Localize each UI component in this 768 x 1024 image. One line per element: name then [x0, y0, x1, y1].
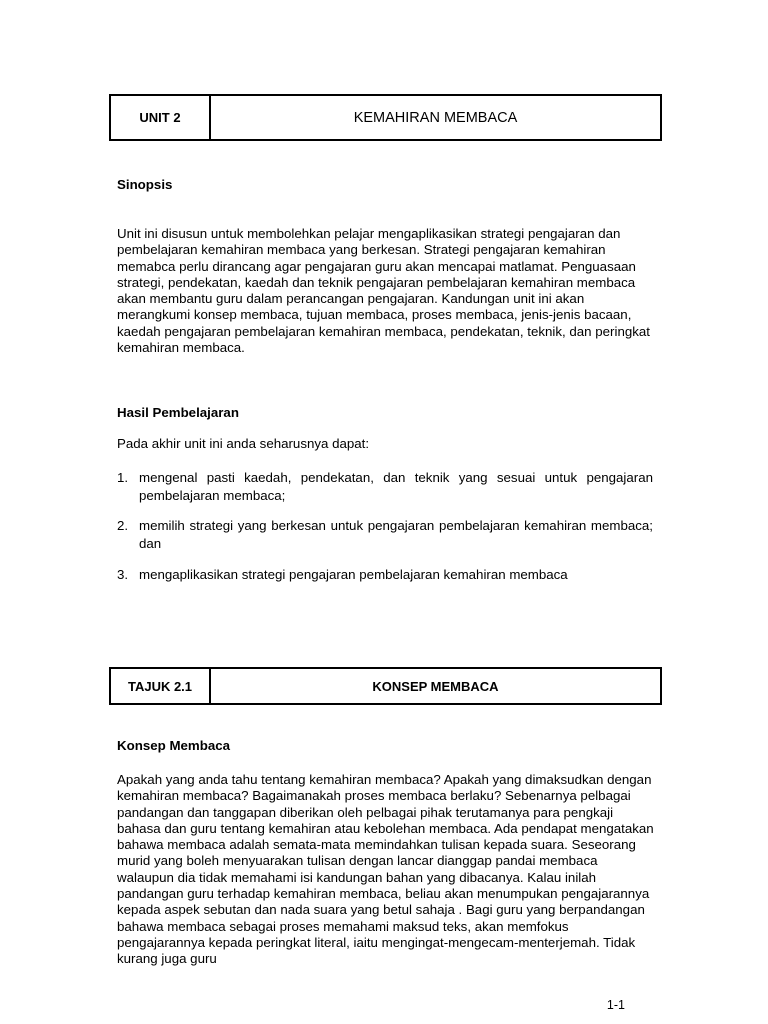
tajuk-title: KONSEP MEMBACA [372, 678, 499, 694]
list-item-number: 2. [117, 518, 129, 533]
unit-label: UNIT 2 [111, 96, 211, 139]
unit-header-box [109, 94, 662, 141]
list-item-number: 1. [117, 470, 129, 485]
sinopsis-heading: Sinopsis [117, 177, 173, 192]
learning-outcomes-list [117, 469, 653, 584]
page-number: 1-1 [606, 998, 625, 1012]
konsep-membaca-heading: Konsep Membaca [117, 738, 231, 753]
sinopsis-paragraph: Unit ini disusun untuk membolehkan pelajar mengaplikasikan strategi pengajaran dan pembelajaran kemahiran membaca yang berkesan. Strategi pengajaran kemahiran memabca perlu dirancang agar pengajaran guru akan mencapai matlamat. Penguasaan strategi, pendekatan, kaedah dan teknik pengajaran pembelajaran kemahiran membaca akan membantu guru dalam perancangan pengajaran. Kandungan unit ini akan merangkumi konsep membaca, tujuan membaca, proses membaca, jenis-jenis bacaan, kaedah pengajaran pembelajaran kemahiran membaca, pendekatan, teknik, dan peringkat kemahiran membaca. [117, 226, 650, 356]
hasil-intro: Pada akhir unit ini anda seharusnya dapat: [117, 436, 370, 451]
tajuk-label: TAJUK 2.1 [111, 669, 211, 703]
list-item [117, 566, 653, 584]
list-item-text: mengaplikasikan strategi pengajaran pembelajaran kemahiran membaca [139, 567, 568, 582]
list-item-number: 3. [117, 567, 129, 582]
unit-title: KEMAHIRAN MEMBACA [353, 109, 518, 126]
list-item [117, 517, 653, 552]
hasil-pembelajaran-heading: Hasil Pembelajaran [117, 405, 239, 420]
konsep-paragraph: Apakah yang anda tahu tentang kemahiran membaca? Apakah yang dimaksudkan dengan kemahiran membaca? Bagaimanakah proses membaca berlaku? Sebenarnya pelbagai pandangan dan tanggapan diberikan oleh pelbagai pihak terutamanya para pengkaji bahasa dan guru tentang kemahiran atau kebolehan membaca. Ada pendapat mengatakan bahawa membaca adalah semata-mata memindahkan tulisan kepada suara. Seseorang murid yang boleh menyuarakan tulisan dengan lancar dianggap pandai membaca walaupun dia tidak memahami isi kandungan bahan yang dibacanya. Kalau inilah pandangan guru terhadap kemahiran membaca, beliau akan menumpukan pengajarannya kepada aspek sebutan dan nada suara yang betul sahaja . Bagi guru yang berpandangan bahawa membaca sebagai proses memahami maksud teks, akan memfokus pengajarannya kepada peringkat literal, iaitu mengingat-mengecam-menterjemah. Tidak kurang juga guru [117, 772, 654, 967]
list-item [117, 469, 653, 504]
list-item-text: mengenal pasti kaedah, pendekatan, dan teknik yang sesuai untuk pengajaran pembelajaran membaca; [139, 470, 653, 503]
list-item-text: memilih strategi yang berkesan untuk pengajaran pembelajaran kemahiran membaca; dan [139, 518, 653, 551]
tajuk-header-box [109, 667, 662, 705]
